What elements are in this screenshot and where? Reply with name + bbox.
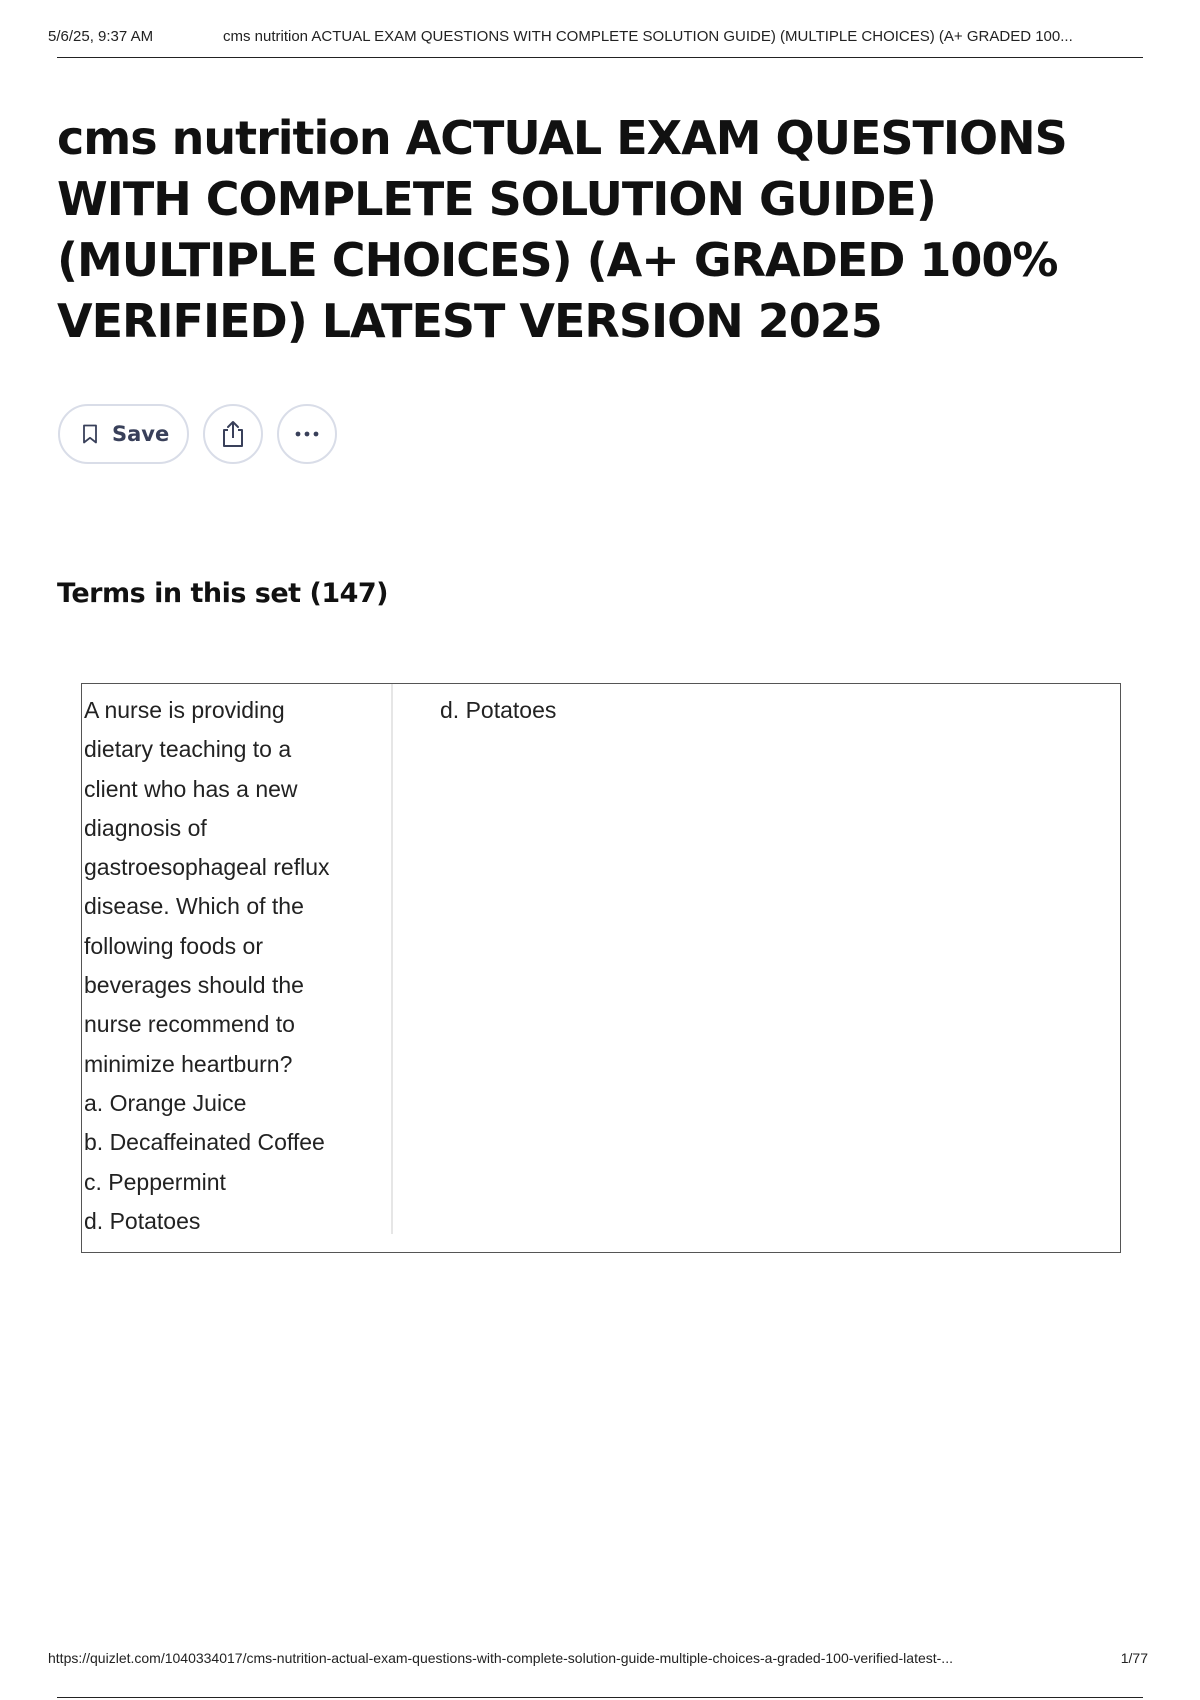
term-text: [84, 691, 384, 1241]
term-line: beverages should the: [84, 972, 304, 999]
definition-text: d. Potatoes: [440, 697, 557, 723]
card-divider: [391, 684, 393, 1234]
term-option: a. Orange Juice: [84, 1089, 247, 1116]
term-line: client who has a new: [84, 775, 298, 802]
save-button-label: Save: [112, 422, 170, 446]
term-option: b. Decaffeinated Coffee: [84, 1129, 325, 1156]
print-url: https://quizlet.com/1040334017/cms-nutrition-actual-exam-questions-with-complete-solution-guide-multiple-choices-a-graded-100-verified-latest-...: [48, 1650, 953, 1666]
term-line: dietary teaching to a: [84, 736, 292, 763]
more-options-button[interactable]: [277, 404, 337, 464]
bookmark-icon: [82, 424, 98, 444]
term-line: nurse recommend to: [84, 1011, 295, 1038]
print-header: [48, 28, 1144, 58]
save-button[interactable]: [58, 404, 189, 464]
term-line: disease. Which of the: [84, 893, 304, 920]
term-line: minimize heartburn?: [84, 1050, 293, 1077]
term-line: diagnosis of: [84, 814, 207, 841]
print-page-number: 1/77: [1120, 1650, 1148, 1666]
print-footer: [48, 1650, 1148, 1666]
header-rule: [57, 57, 1143, 58]
footer-rule: [57, 1697, 1143, 1698]
share-icon: [219, 419, 247, 449]
term-line: A nurse is providing: [84, 697, 285, 723]
print-doc-title: cms nutrition ACTUAL EXAM QUESTIONS WITH COMPLETE SOLUTION GUIDE) (MULTIPLE CHOICES) (A+ GRADED 100...: [223, 28, 1073, 45]
terms-heading: Terms in this set (147): [57, 578, 389, 609]
page-title: cms nutrition ACTUAL EXAM QUESTIONS WITH COMPLETE SOLUTION GUIDE) (MULTIPLE CHOICES) (A+ GRADED 100% VERIFIED) LATEST VERSION 2025: [57, 111, 1067, 348]
term-card: [81, 683, 1121, 1253]
print-datetime: 5/6/25, 9:37 AM: [48, 28, 154, 45]
term-option: d. Potatoes: [84, 1207, 201, 1234]
term-line: gastroesophageal reflux: [84, 854, 330, 881]
term-line: following foods or: [84, 932, 263, 959]
action-bar: [58, 404, 337, 464]
more-horizontal-icon: [293, 430, 321, 438]
share-button[interactable]: [203, 404, 263, 464]
term-option: c. Peppermint: [84, 1168, 226, 1195]
